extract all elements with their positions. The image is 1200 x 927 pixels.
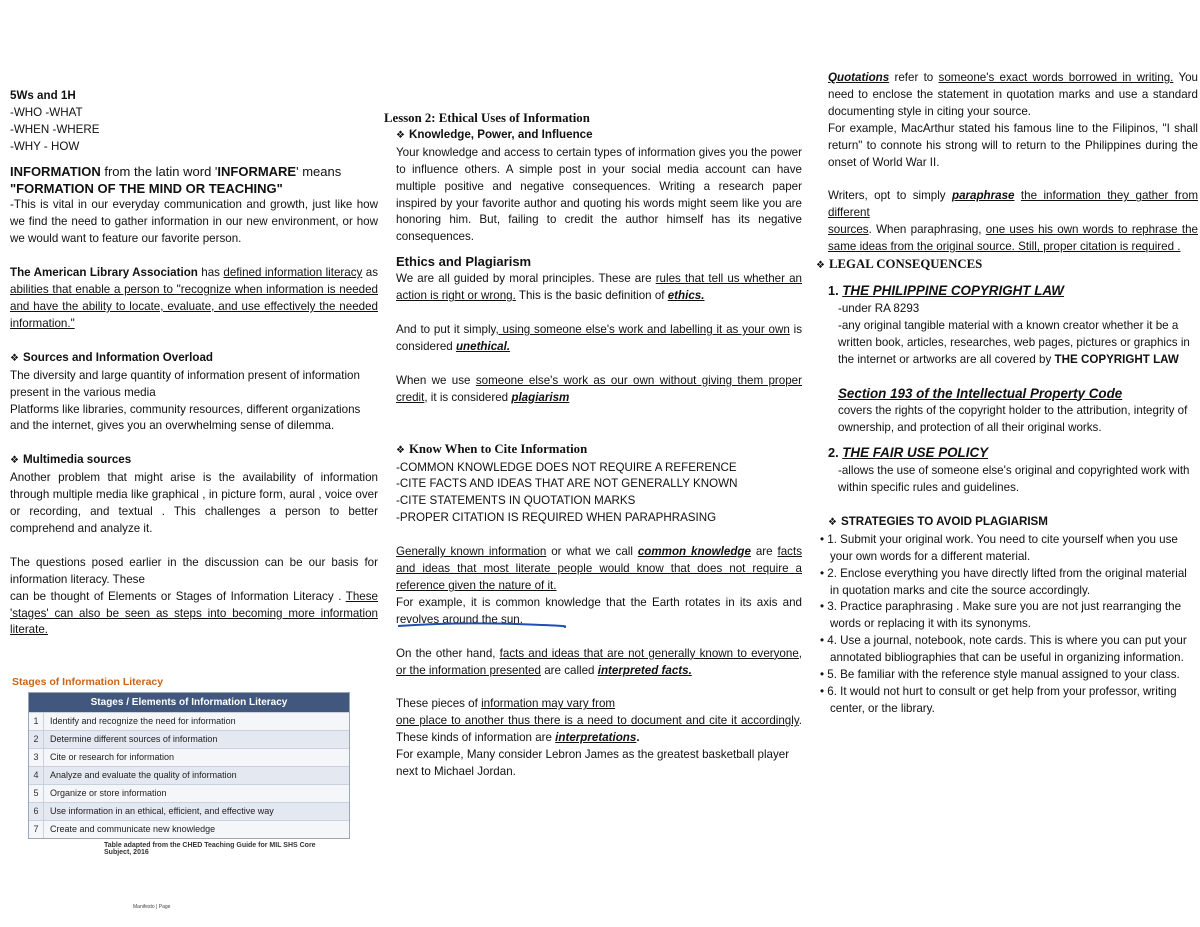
strategy-item: • 4. Use a journal, notebook, note cards. This is where you can put your annotated bibliographies that can be useful in organizing information.: [820, 634, 1187, 665]
stage-number: 5: [29, 785, 44, 802]
stages-table-row: [29, 766, 349, 784]
stages-title: Stages of Information Literacy: [12, 676, 164, 688]
stages-table: [28, 692, 350, 839]
stages-table-row: [29, 784, 349, 802]
earth-example: For example, it is common knowledge that the Earth rotates in its axis and revolves around the sun.: [396, 595, 802, 626]
stage-text: Organize or store information: [50, 788, 167, 798]
fair-use-heading: 2. THE FAIR USE POLICY: [828, 445, 989, 461]
common-knowledge-text: Generally known information or what we call common knowledge are facts and ideas that most literate people would know that does not require a reference given the nature of it.: [396, 545, 802, 592]
stage-number: 4: [29, 767, 44, 784]
five-ws-heading: 5Ws and 1H: [10, 89, 76, 102]
stage-text: Use information in an ethical, efficient, and effective way: [50, 806, 274, 816]
information-definition: INFORMATION from the latin word 'INFORMARE' means "FORMATION OF THE MIND OR TEACHING": [10, 163, 342, 196]
stage-number: 6: [29, 803, 44, 820]
vital-paragraph: -This is vital in our everyday communication and growth, just like how we find the need to gather information in our new environment, or how we would want to feature our favorite person.: [10, 198, 378, 246]
interpretations-text: These pieces of information may vary from one place to another thus there is a need to document and cite it accordingly. These kinds of information are interpretations.: [396, 697, 802, 745]
stages-caption: Table adapted from the CHED Teaching Guide for MIL SHS Core Subject, 2016: [104, 842, 316, 856]
sources-heading: ❖ Sources and Information Overload: [10, 350, 214, 364]
copyright-law-heading: 1. THE PHILIPPINE COPYRIGHT LAW: [828, 282, 1064, 298]
ethics-plagiarism-heading: Ethics and Plagiarism: [396, 254, 532, 270]
ala-paragraph: The American Library Association has defined information literacy as abilities that enable a person to "recognize when information is needed and have the ability to locate, evaluate, and use effectively the needed information.": [10, 266, 379, 330]
diamond-bullet-icon: ❖: [396, 444, 405, 456]
stage-text: Create and communicate new knowledge: [50, 824, 216, 834]
stages-table-row: [29, 748, 349, 766]
stage-text: Analyze and evaluate the quality of information: [50, 770, 237, 780]
diamond-bullet-icon: ❖: [10, 455, 19, 467]
who-line: -WHO -WHAT: [10, 105, 83, 119]
questions-text: The questions posed earlier in the discussion can be our basis for information literacy. These can be thought of Elements or Stages of Information Literacy . These 'stages' can also be seen as steps into becoming more information literate.: [10, 555, 378, 637]
unethical-text: And to put it simply, using someone else's work and labelling it as your own is considered unethical.: [396, 322, 803, 353]
when-line: -WHEN -WHERE: [10, 122, 100, 136]
diamond-bullet-icon: ❖: [396, 129, 405, 141]
stage-text: Determine different sources of information: [50, 734, 218, 744]
blue-pen-underline: [396, 621, 566, 629]
page-footer: Manifesto | Page: [133, 904, 171, 910]
section-193-text: covers the rights of the copyright holder to the attribution, integrity of ownership, and protection of all their original works.: [838, 404, 1188, 435]
stages-table-header: Stages / Elements of Information Literacy: [29, 693, 349, 712]
diamond-bullet-icon: ❖: [816, 260, 825, 272]
strategy-item: • 3. Practice paraphrasing . Make sure you are not just rearranging the words or replacing it with its synonyms.: [820, 600, 1182, 631]
cite-rule-1: -COMMON KNOWLEDGE DOES NOT REQUIRE A REFERENCE: [396, 460, 737, 474]
knowledge-power-heading: ❖ Knowledge, Power, and Influence: [396, 127, 593, 141]
stages-table-row: [29, 820, 349, 838]
stage-number: 2: [29, 731, 44, 748]
plagiarism-text: When we use someone else's work as our own without giving them proper credit, it is considered plagiarism: [396, 373, 802, 404]
legal-heading: ❖ LEGAL CONSEQUENCES: [816, 257, 983, 272]
sources-text-1: The diversity and large quantity of information present of information present in the various media: [10, 368, 360, 399]
stages-table-row: [29, 730, 349, 748]
knowledge-power-text: Your knowledge and access to certain types of information gives you the power to influence others. A simple post in your social media account can have multiple positive and negative consequences. Writing a research paper inspired by your favorite author and quoting his words might seem like you are honoring him. But, failing to credit the author himself has its negative consequences.: [396, 145, 802, 244]
paraphrase-text: Writers, opt to simply paraphrase the information they gather from different sources. When paraphrasing, one uses his own words to rephrase the same ideas from the original source. Still, proper citation is required .: [828, 189, 1198, 254]
know-when-heading: ❖ Know When to Cite Information: [396, 441, 588, 456]
multimedia-heading: ❖ Multimedia sources: [10, 453, 132, 467]
fair-use-text: -allows the use of someone else's original and copyrighted work with within specific rules and guidelines.: [838, 464, 1190, 495]
lebron-example: For example, Many consider Lebron James as the greatest basketball player next to Michael Jordan.: [396, 748, 790, 779]
stages-table-row: [29, 712, 349, 730]
macarthur-example: For example, MacArthur stated his famous line to the Filipinos, "I shall return" to connote his strong will to return to the Philippines during the onset of World War II.: [828, 121, 1198, 169]
stage-text: Identify and recognize the need for information: [50, 716, 236, 726]
copyright-law-text: -any original tangible material with a known creator whether it be a written book, articles, researches, web pages, pictures or graphics in the internet or artworks are all covered by THE COPYRIGHT LAW: [838, 318, 1190, 366]
strategies-heading: ❖ STRATEGIES TO AVOID PLAGIARISM: [828, 514, 1048, 528]
diamond-bullet-icon: ❖: [10, 352, 19, 364]
stage-number: 1: [29, 713, 44, 730]
ethics-text: We are all guided by moral principles. These are rules that tell us whether an action is right or wrong. This is the basic definition of ethics.: [396, 272, 802, 303]
cite-rule-4: -PROPER CITATION IS REQUIRED WHEN PARAPHRASING: [396, 511, 717, 525]
cite-rule-3: -CITE STATEMENTS IN QUOTATION MARKS: [396, 494, 636, 508]
strategy-item: • 2. Enclose everything you have directly lifted from the original material in quotation marks and cite the source accordingly.: [820, 566, 1187, 597]
section-193-heading: Section 193 of the Intellectual Property Code: [838, 385, 1123, 401]
strategy-item: • 6. It would not hurt to consult or get help from your professor, writing center, or the library.: [820, 685, 1177, 715]
stage-number: 7: [29, 821, 44, 838]
diamond-bullet-icon: ❖: [828, 516, 837, 528]
column-right: [816, 70, 1198, 718]
ra-line: -under RA 8293: [838, 301, 920, 315]
strategy-item: • 1. Submit your original work. You need to cite yourself when you use your own words for a different material.: [820, 532, 1178, 563]
stages-table-row: [29, 802, 349, 820]
why-line: -WHY - HOW: [10, 139, 80, 153]
strategy-item: • 5. Be familiar with the reference style manual assigned to your class.: [820, 668, 1180, 682]
stages-table-image: [10, 676, 342, 858]
stage-number: 3: [29, 749, 44, 766]
stage-text: Cite or research for information: [50, 752, 175, 762]
lesson-title: Lesson 2: Ethical Uses of Information: [384, 111, 590, 125]
interpreted-facts-text: On the other hand, facts and ideas that are not generally known to everyone, or the information presented are called interpreted facts.: [396, 646, 802, 677]
multimedia-text: Another problem that might arise is the availability of information through multiple media like graphical , in picture form, aural , voice over or recording, and textual . This challenges a person to better comprehend and analyze it.: [10, 471, 378, 535]
column-left: [10, 88, 378, 639]
quotations-text: Quotations refer to someone's exact words borrowed in writing. You need to enclose the statement in quotation marks and use a standard documenting style in citing your source.: [828, 71, 1199, 118]
sources-text-2: Platforms like libraries, community resources, different organizations and the internet, gives you an overwhelming sense of dilemma.: [10, 402, 361, 433]
cite-rule-2: -CITE FACTS AND IDEAS THAT ARE NOT GENERALLY KNOWN: [396, 477, 738, 491]
column-middle: [384, 110, 802, 781]
